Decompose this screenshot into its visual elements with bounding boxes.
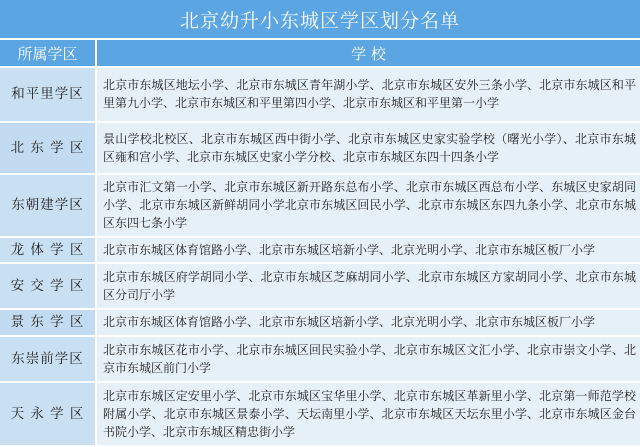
header-district: 所属学区 bbox=[0, 39, 96, 67]
school-list: 北京市东城区体育馆路小学、北京市东城区培新小学、北京光明小学、北京市东城区板厂小学 bbox=[96, 309, 640, 336]
district-name: 景 东 学 区 bbox=[0, 309, 96, 336]
table-row bbox=[0, 336, 640, 382]
table-row bbox=[0, 67, 640, 122]
district-name: 和平里学区 bbox=[0, 67, 96, 122]
table-row bbox=[0, 382, 640, 446]
table-row bbox=[0, 122, 640, 174]
school-list: 北京市东城区府学胡同小学、北京市东城区芝麻胡同小学、北京市东城区方家胡同小学、北京市东城区分司厅小学 bbox=[96, 263, 640, 309]
school-list: 北京市东城区花市小学、北京市东城区回民实验小学、北京市东城区文汇小学、北京市崇文小学、北京市东城区前门小学 bbox=[96, 336, 640, 382]
district-name: 天 永 学 区 bbox=[0, 382, 96, 446]
table-row bbox=[0, 263, 640, 309]
school-list: 北京市东城区地坛小学、北京市东城区青年湖小学、北京市东城区安外三条小学、北京市东城区和平里第九小学、北京市东城区和平里第四小学、北京市东城区和平里第一小学 bbox=[96, 67, 640, 122]
district-name: 东崇前学区 bbox=[0, 336, 96, 382]
school-list: 北京市汇文第一小学、北京市东城区新开路东总布小学、北京市东城区西总布小学、东城区史家胡同小学、北京市东城区新鲜胡同小学北京市东城区回民小学、北京市东城区东四九条小学、北京市东城区东四七条小学 bbox=[96, 174, 640, 237]
table-header-row bbox=[0, 39, 640, 67]
district-name: 龙 体 学 区 bbox=[0, 237, 96, 263]
table-row bbox=[0, 174, 640, 237]
school-list: 北京市东城区体育馆路小学、北京市东城区培新小学、北京光明小学、北京市东城区板厂小学 bbox=[96, 237, 640, 263]
district-name: 东朝建学区 bbox=[0, 174, 96, 237]
school-list: 北京市东城区定安里小学、北京市东城区宝华里小学、北京市东城区革新里小学、北京第一师范学校附属小学、北京市东城区景泰小学、天坛南里小学、北京市东城区天坛东里小学、北京市东城区金台书院小学、北京市东城区精忠街小学 bbox=[96, 382, 640, 446]
table-row bbox=[0, 237, 640, 263]
district-table bbox=[0, 38, 640, 447]
header-schools: 学 校 bbox=[96, 39, 640, 67]
district-name: 北 东 学 区 bbox=[0, 122, 96, 174]
district-name: 安 交 学 区 bbox=[0, 263, 96, 309]
table-row bbox=[0, 309, 640, 336]
title-bar bbox=[0, 0, 640, 38]
page-title: 北京幼升小东城区学区划分名单 bbox=[179, 9, 460, 32]
school-list: 景山学校北校区、北京市东城区西中街小学、北京市东城区史家实验学校（曙光小学）、北京市东城区雍和宫小学、北京市东城区史家小学分校、北京市东城区东四十四条小学 bbox=[96, 122, 640, 174]
